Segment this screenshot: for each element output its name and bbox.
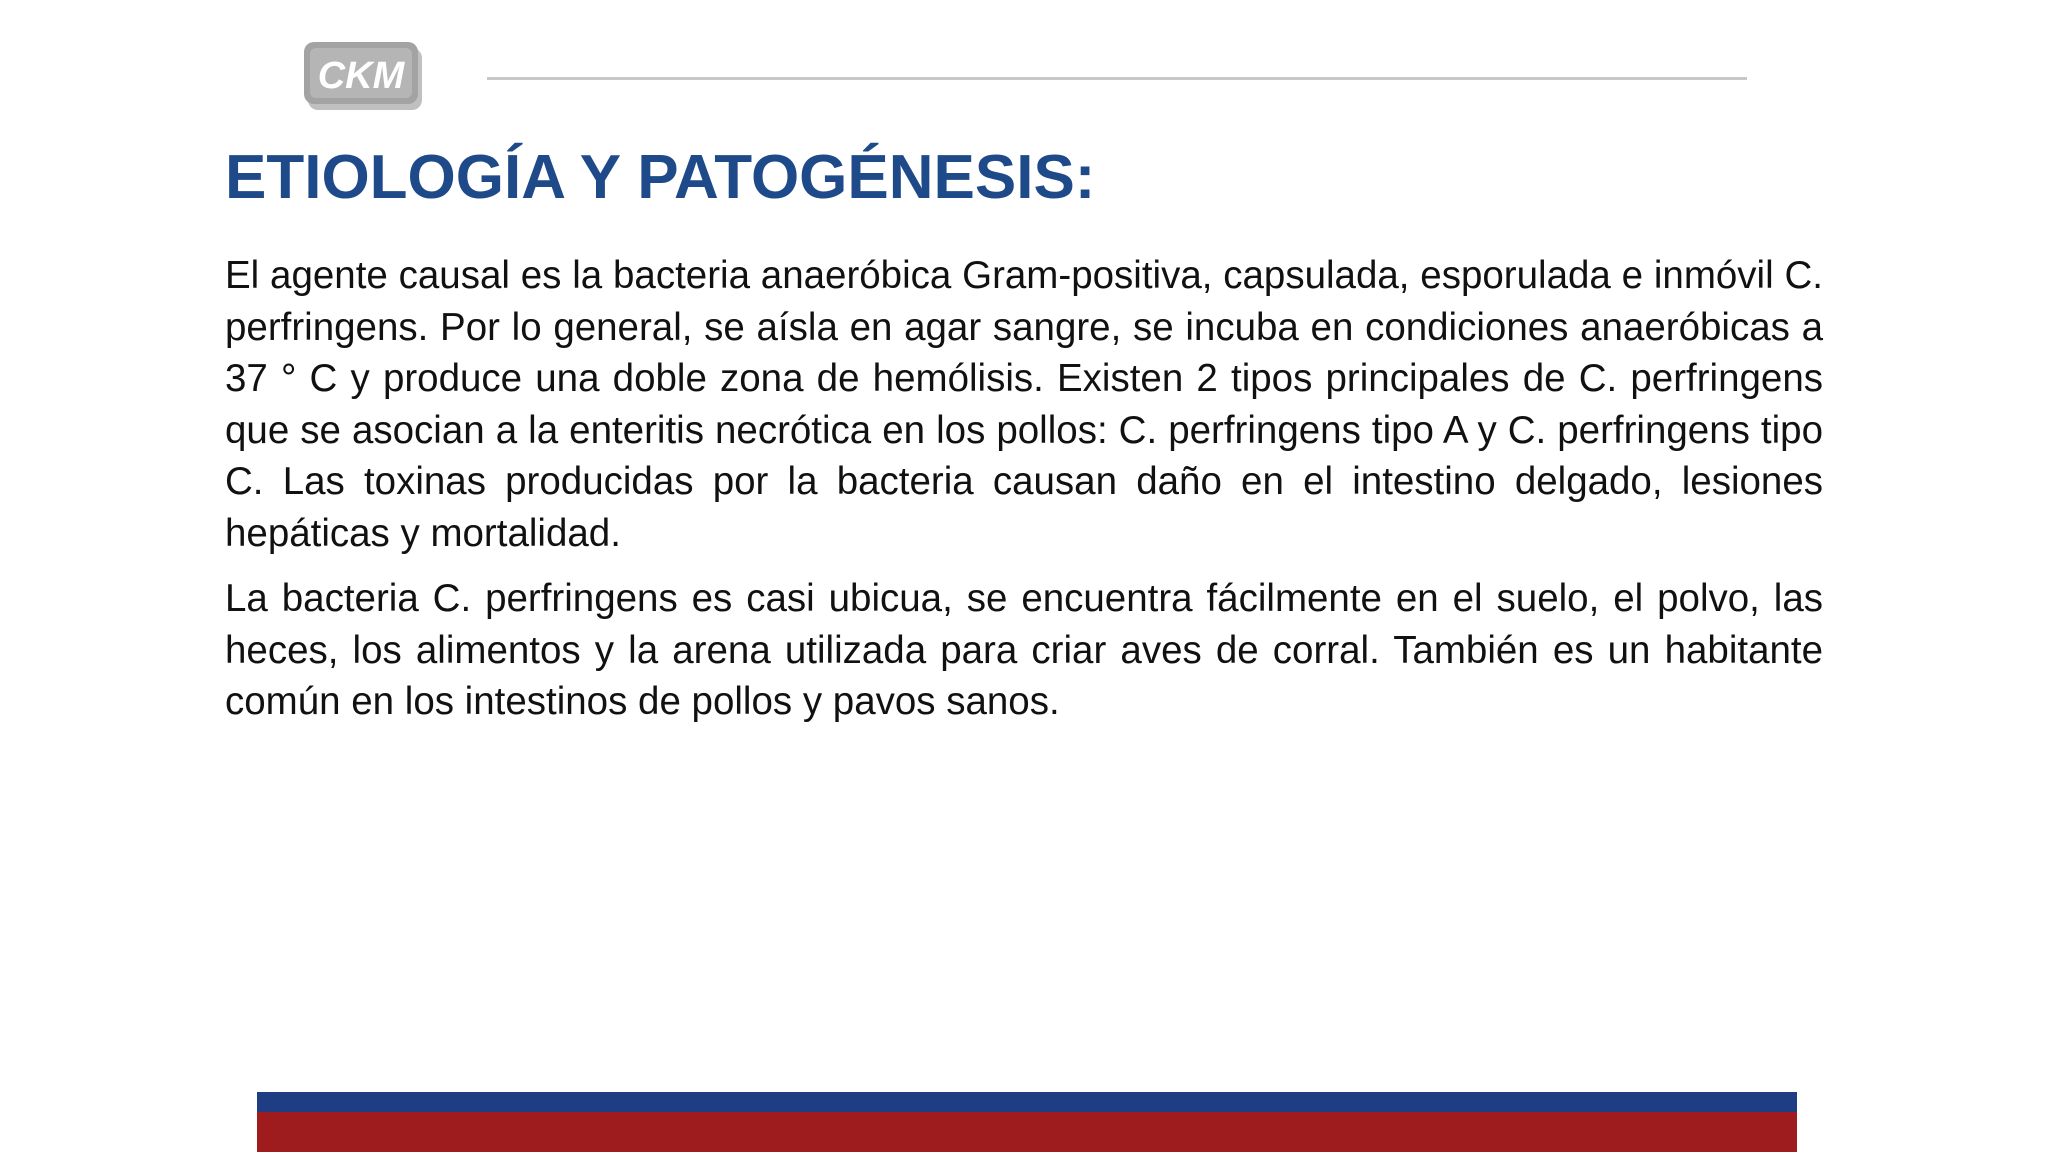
header-rule bbox=[487, 77, 1747, 80]
logo-text: CKM bbox=[317, 55, 405, 97]
paragraph-1: El agente causal es la bacteria anaeróbica Gram-positiva, capsulada, esporulada e inmóvil C. perfringens. Por lo general, se aísla en agar sangre, se incuba en condiciones anaeróbicas a 37 ° C y produce una doble zona de hemólisis. Existen 2 tipos principales de C. perfringens que se asocian a la enteritis necrótica en los pollos: C. perfringens tipo A y C. perfringens tipo C. Las toxinas producidas por la bacteria causan daño en el intestino delgado, lesiones hepáticas y mortalidad. bbox=[225, 254, 1823, 555]
page-title: ETIOLOGÍA Y PATOGÉNESIS: bbox=[225, 143, 1096, 212]
footer-band-blue bbox=[257, 1092, 1797, 1112]
ckm-logo-icon bbox=[302, 40, 426, 114]
body-text bbox=[225, 250, 1823, 742]
footer-band-red bbox=[257, 1112, 1797, 1152]
ckm-logo bbox=[302, 40, 426, 114]
paragraph-2: La bacteria C. perfringens es casi ubicua, se encuentra fácilmente en el suelo, el polvo, las heces, los alimentos y la arena utilizada para criar aves de corral. También es un habitante común en los intestinos de pollos y pavos sanos. bbox=[225, 577, 1823, 723]
